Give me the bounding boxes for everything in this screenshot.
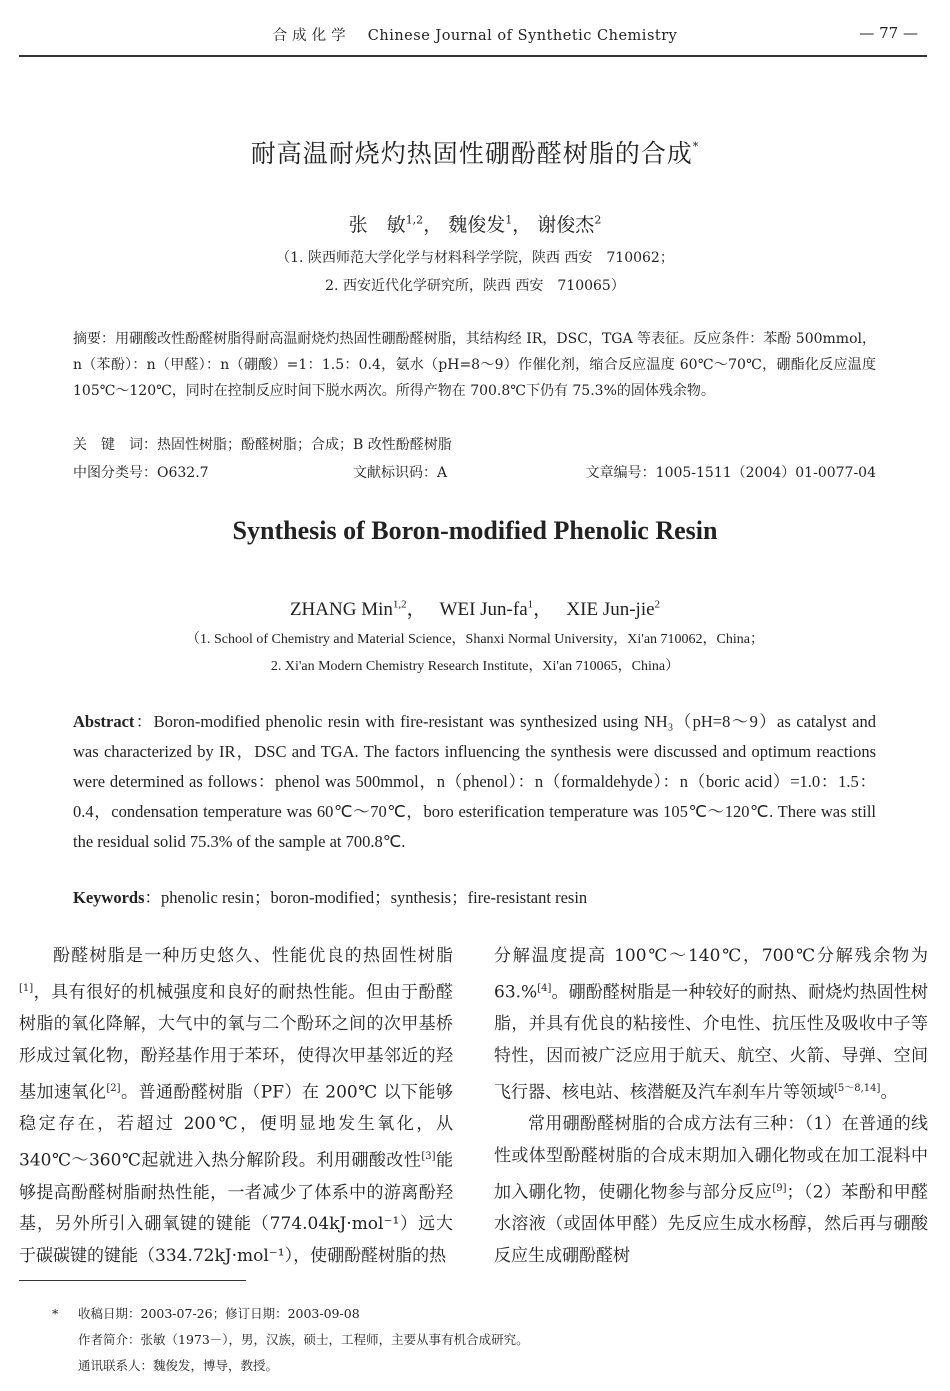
title-cn-text: 耐高温耐烧灼热固性硼酚醛树脂的合成 bbox=[250, 139, 693, 168]
citation-4: [4] bbox=[537, 982, 552, 994]
author-en-2: WEI Jun-fa bbox=[439, 599, 528, 620]
author-cn-1-aff: 1,2 bbox=[405, 213, 424, 227]
author-en-1-aff: 1,2 bbox=[392, 598, 407, 611]
author-en-1: ZHANG Min bbox=[289, 599, 393, 620]
title-cn bbox=[0, 134, 950, 170]
authors-cn: 张 敏$^{1,2}$， 魏俊发$^1$， 谢俊杰$^2$ bbox=[348, 213, 602, 236]
citation-2: [2] bbox=[106, 1082, 121, 1094]
author-en-3-aff: 2 bbox=[654, 598, 661, 611]
body-column-right bbox=[494, 941, 928, 1273]
clc-number: 中图分类号：O632.7 bbox=[73, 465, 209, 481]
text-run: ，具有很好的机械强度和良好的耐热性能。但由于酚醛树脂的氧化降解，大气中的氧与二个酚环之间的次甲基桥形成过氧化物，酚羟基作用于苯环，使得次甲基邻近的羟基加速氧化 bbox=[19, 982, 453, 1103]
running-header bbox=[0, 24, 950, 45]
footnote-received: 收稿日期：2003-07-26；修订日期：2003-09-08 bbox=[78, 1306, 360, 1321]
paragraph-intro bbox=[19, 941, 453, 1273]
author-cn-1: 张 敏 bbox=[348, 214, 406, 236]
text-run: 。普通酚醛树脂（PF）在 200℃ 以下能够稳定存在，若超过 200℃，便明显地发生氧化，从 340℃～360℃起就进入热分解阶段。利用硼酸改性 bbox=[19, 1082, 453, 1171]
abstract-cn-text: 用硼酸改性酚醛树脂得耐高温耐烧灼热固性硼酚醛树脂，其结构经 IR，DSC，TGA 等表征。反应条件：苯酚 500mmol，n（苯酚）：n（甲醛）：n（硼酸）=1：1.5：0.4，氨水（pH=8～9）作催化剂，缩合反应温度 60℃～70℃，硼酯化反应温度 105℃～120℃，同时在控制反应时间下脱水两次。所得产物在 700.8℃下仍有 75.3%的固体残余物。 bbox=[73, 331, 876, 399]
article-number: 文章编号：1005-1511（2004）01-0077-04 bbox=[585, 465, 876, 481]
text-run: 常用硼酚醛树脂的合成方法有三种：（1）在普通的线性或体型酚醛树脂的合成末期加入硼化物或在加工混料中加入硼化物，使硼化物参与部分反应 bbox=[494, 1114, 928, 1203]
page-number: — 77 — bbox=[859, 24, 918, 42]
footnote-author: 作者简介：张敏（1973－），男，汉族，硕士，工程师，主要从事有机合成研究。 bbox=[78, 1332, 529, 1347]
abstract-en-label: Abstract bbox=[73, 712, 135, 731]
footnote-contact: 通讯联系人：魏俊发，博导，教授。 bbox=[78, 1358, 279, 1373]
author-cn-3: 谢俊杰 bbox=[537, 214, 595, 236]
author-en-3: XIE Jun-jie bbox=[566, 599, 655, 620]
keywords-cn bbox=[73, 432, 876, 458]
affiliation-en-1: （1. School of Chemistry and Material Science，Shanxi Normal University，Xi'an 710062，China； bbox=[186, 632, 764, 647]
text-run: 。 bbox=[880, 1082, 898, 1103]
footnote-mark: * bbox=[52, 1306, 59, 1321]
abstract-en bbox=[73, 707, 876, 857]
keywords-en bbox=[73, 884, 876, 908]
text-run: 能够提高酚醛树脂耐热性能，一者减少了体系中的游离酚羟基，另外所引入硼氧键的键能（774.04kJ·mol⁻¹）远大于碳碳键的键能（334.72kJ·mol⁻¹），使硼酚醛树脂的热 bbox=[19, 1150, 453, 1267]
affiliation-cn-2: 2. 西安近代化学研究所，陕西 西安 710065） bbox=[325, 278, 625, 294]
abstract-cn bbox=[73, 326, 876, 404]
authors-en: ZHANG Min$^{1,2}$， WEI Jun-$fa^1$， XIE Jun-jie$^2$ bbox=[289, 598, 661, 620]
abstract-en-text: ：Boron-modified phenolic resin with fire-resistant was synthesized using NH₃（pH=8～9）as catalyst and was characterized by IR，DSC and TGA. The factors influencing the synthesis were discussed and optimum reactions were determined as follows：phenol was 500mmol，n（phenol）：n（formaldehyde）：n（boric acid）=1.0：1.5：0.4，condensation temperature was 60℃～70℃，boro esterification temperature was 105℃～120℃. There was still the residual solid 75.3% of the sample at 700.8℃. bbox=[73, 712, 876, 851]
keywords-en-label: Keywords bbox=[73, 888, 145, 907]
title-en: Synthesis of Boron-modified Phenolic Resin bbox=[232, 516, 718, 545]
text-run: 分解温度提高 100℃～140℃，700℃分解残余物为 63.% bbox=[494, 946, 928, 1003]
citation-5-8-14: [5～8,14] bbox=[834, 1082, 881, 1094]
citation-9: [9] bbox=[772, 1182, 787, 1194]
document-code: 文献标识码：A bbox=[353, 465, 448, 481]
footnote-rule bbox=[19, 1280, 246, 1281]
author-cn-2-aff: 1 bbox=[505, 213, 513, 227]
affiliation-en-2: 2. Xi'an Modern Chemistry Research Institute，Xi'an 710065，China） bbox=[270, 659, 680, 674]
citation-3: [3] bbox=[421, 1151, 436, 1163]
header-rule bbox=[19, 55, 927, 57]
text-run: 酚醛树脂是一种历史悠久、性能优良的热固性树脂 bbox=[53, 946, 453, 966]
keywords-cn-label: 关 键 词： bbox=[73, 437, 157, 453]
text-run: ；（2）苯酚和甲醛水溶液（或固体甲醛）先反应生成水杨醇，然后再与硼酸反应生成硼酚醛树 bbox=[494, 1182, 928, 1267]
journal-name-cn: 合成化学 bbox=[272, 28, 351, 44]
author-cn-2: 魏俊发 bbox=[448, 214, 506, 236]
journal-name-en: Chinese Journal of Synthetic Chemistry bbox=[367, 28, 678, 44]
text-run: 。硼酚醛树脂是一种较好的耐热、耐烧灼热固性树脂，并具有优良的粘接性、介电性、抗压性及吸收中子等特性，因而被广泛应用于航天、航空、火箭、导弹、空间飞行器、核电站、核潜艇及汽车刹车片等领域 bbox=[494, 982, 928, 1103]
paragraph-methods bbox=[494, 1109, 928, 1273]
author-cn-3-aff: 2 bbox=[594, 213, 602, 227]
title-footnote-mark: * bbox=[692, 140, 700, 153]
keywords-en-text: ：phenolic resin；boron-modified；synthesis；fire-resistant resin bbox=[144, 888, 588, 907]
abstract-cn-label: 摘要： bbox=[73, 331, 116, 347]
citation-1: [1] bbox=[19, 982, 34, 994]
paragraph-continued bbox=[494, 941, 928, 1109]
author-en-2-aff: 1 bbox=[527, 598, 534, 611]
keywords-cn-text: 热固性树脂；酚醛树脂；合成；B 改性酚醛树脂 bbox=[157, 437, 452, 453]
body-column-left bbox=[19, 941, 453, 1273]
affiliation-cn-1: （1. 陕西师范大学化学与材料科学学院，陕西 西安 710062； bbox=[276, 250, 674, 266]
